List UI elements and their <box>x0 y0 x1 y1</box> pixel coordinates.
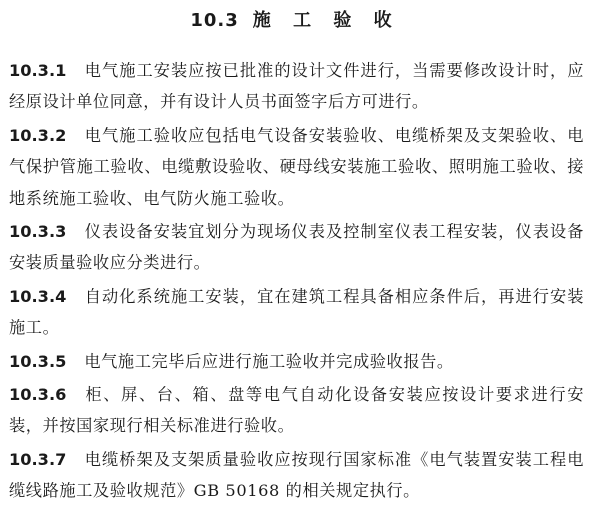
clause-10-3-3 <box>9 216 584 279</box>
clause-text: 自动化系统施工安装，宜在建筑工程具备相应条件后，再进行安装施工。 <box>9 286 584 338</box>
clause-number: 10.3.3 <box>9 222 67 242</box>
clause-number: 10.3.4 <box>9 286 67 306</box>
section-title: 施 工 验 收 <box>252 10 400 31</box>
clause-number: 10.3.5 <box>9 351 67 371</box>
clause-10-3-5 <box>9 346 584 377</box>
clause-10-3-1 <box>9 55 584 118</box>
section-heading <box>0 8 590 34</box>
clause-10-3-6 <box>9 379 584 442</box>
clause-list <box>9 55 584 509</box>
clause-text: 仪表设备安装宜划分为现场仪表及控制室仪表工程安装，仪表设备安装质量验收应分类进行。 <box>9 222 584 273</box>
clause-10-3-2 <box>9 120 584 214</box>
clause-number: 10.3.7 <box>9 449 67 469</box>
clause-text: 电气施工完毕后应进行施工验收并完成验收报告。 <box>84 351 454 371</box>
clause-text: 电气施工安装应按已批准的设计文件进行，当需要修改设计时，应经原设计单位同意，并有设计人员书面签字后方可进行。 <box>9 61 584 112</box>
clause-number: 10.3.1 <box>9 61 67 80</box>
clause-10-3-4 <box>9 281 584 344</box>
clause-text: 柜、屏、台、箱、盘等电气自动化设备安装应按设计要求进行安装，并按国家现行相关标准进行验收。 <box>9 385 584 436</box>
clause-number: 10.3.2 <box>9 125 67 145</box>
section-number: 10.3 <box>190 10 239 31</box>
clause-number: 10.3.6 <box>9 385 67 405</box>
clause-text: 电缆桥架及支架质量验收应按现行国家标准《电气装置安装工程电缆线路施工及验收规范》GB 50168 的相关规定执行。 <box>9 449 584 501</box>
clause-10-3-7 <box>9 444 584 507</box>
clause-text: 电气施工验收应包括电气设备安装验收、电缆桥架及支架验收、电气保护管施工验收、电缆敷设验收、硬母线安装施工验收、照明施工验收、接地系统施工验收、电气防火施工验收。 <box>9 125 584 208</box>
